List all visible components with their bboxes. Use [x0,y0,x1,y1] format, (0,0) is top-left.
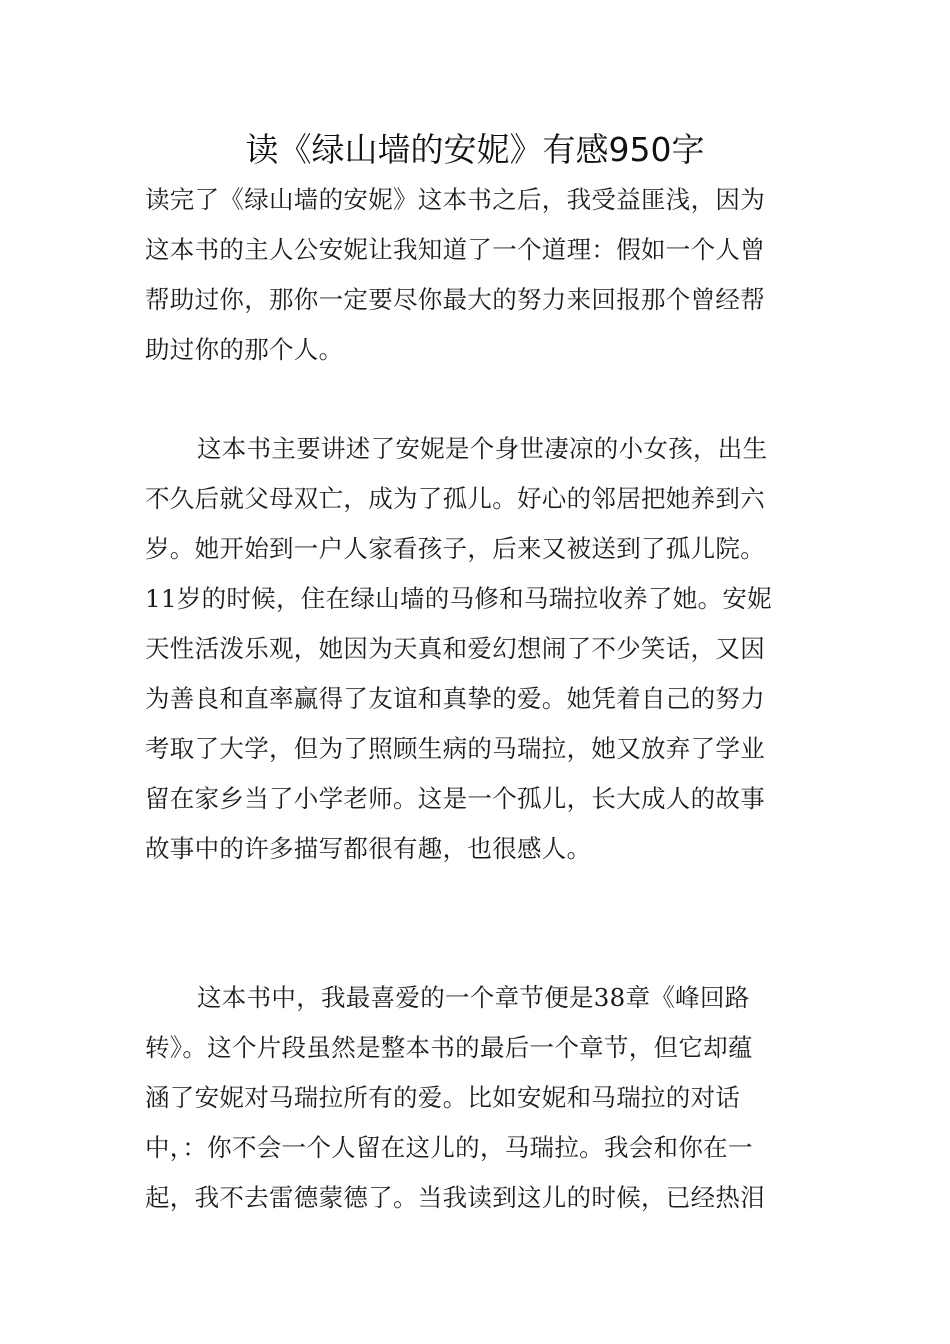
paragraph-line: 帮助过你，那你一定要尽你最大的努力来回报那个曾经帮 [145,285,765,314]
paragraph-3 [145,973,810,1223]
paragraph-line: 考取了大学，但为了照顾生病的马瑞拉，她又放弃了学业 [145,734,765,763]
paragraph-line: 不久后就父母双亡，成为了孤儿。好心的邻居把她养到六 [145,484,765,513]
paragraph-1 [145,175,810,375]
paragraph-2 [145,424,810,874]
paragraph-line: 起，我不去雷德蒙德了。当我读到这儿的时候，已经热泪 [145,1183,765,1212]
paragraph-line: 这本书中，我最喜爱的一个章节便是38章《峰回路 [197,983,750,1012]
paragraph-line: 读完了《绿山墙的安妮》这本书之后，我受益匪浅，因为 [145,185,765,214]
paragraph-line: 故事中的许多描写都很有趣，也很感人。 [145,834,592,863]
paragraph-line: 11岁的时候，住在绿山墙的马修和马瑞拉收养了她。安妮 [145,584,772,613]
paragraph-line: 天性活泼乐观，她因为天真和爱幻想闹了不少笑话，又因 [145,634,765,663]
paragraph-line: 涵了安妮对马瑞拉所有的爱。比如安妮和马瑞拉的对话 [145,1083,741,1112]
paragraph-line: 这本书主要讲述了安妮是个身世凄凉的小女孩，出生 [197,434,768,463]
document-title: 读《绿山墙的安妮》有感950字 [245,130,705,169]
paragraph-line: 岁。她开始到一户人家看孩子，后来又被送到了孤儿院。 [145,534,765,563]
paragraph-line: 留在家乡当了小学老师。这是一个孤儿，长大成人的故事 [145,784,765,813]
paragraph-line: 为善良和直率赢得了友谊和真挚的爱。她凭着自己的努力 [145,684,765,713]
paragraph-line: 转》。这个片段虽然是整本书的最后一个章节，但它却蕴 [145,1033,753,1062]
paragraph-line: 这本书的主人公安妮让我知道了一个道理：假如一个人曾 [145,235,765,264]
paragraph-line: 中，：你不会一个人留在这儿的，马瑞拉。我会和你在一 [145,1133,753,1162]
paragraph-line: 助过你的那个人。 [145,335,344,364]
